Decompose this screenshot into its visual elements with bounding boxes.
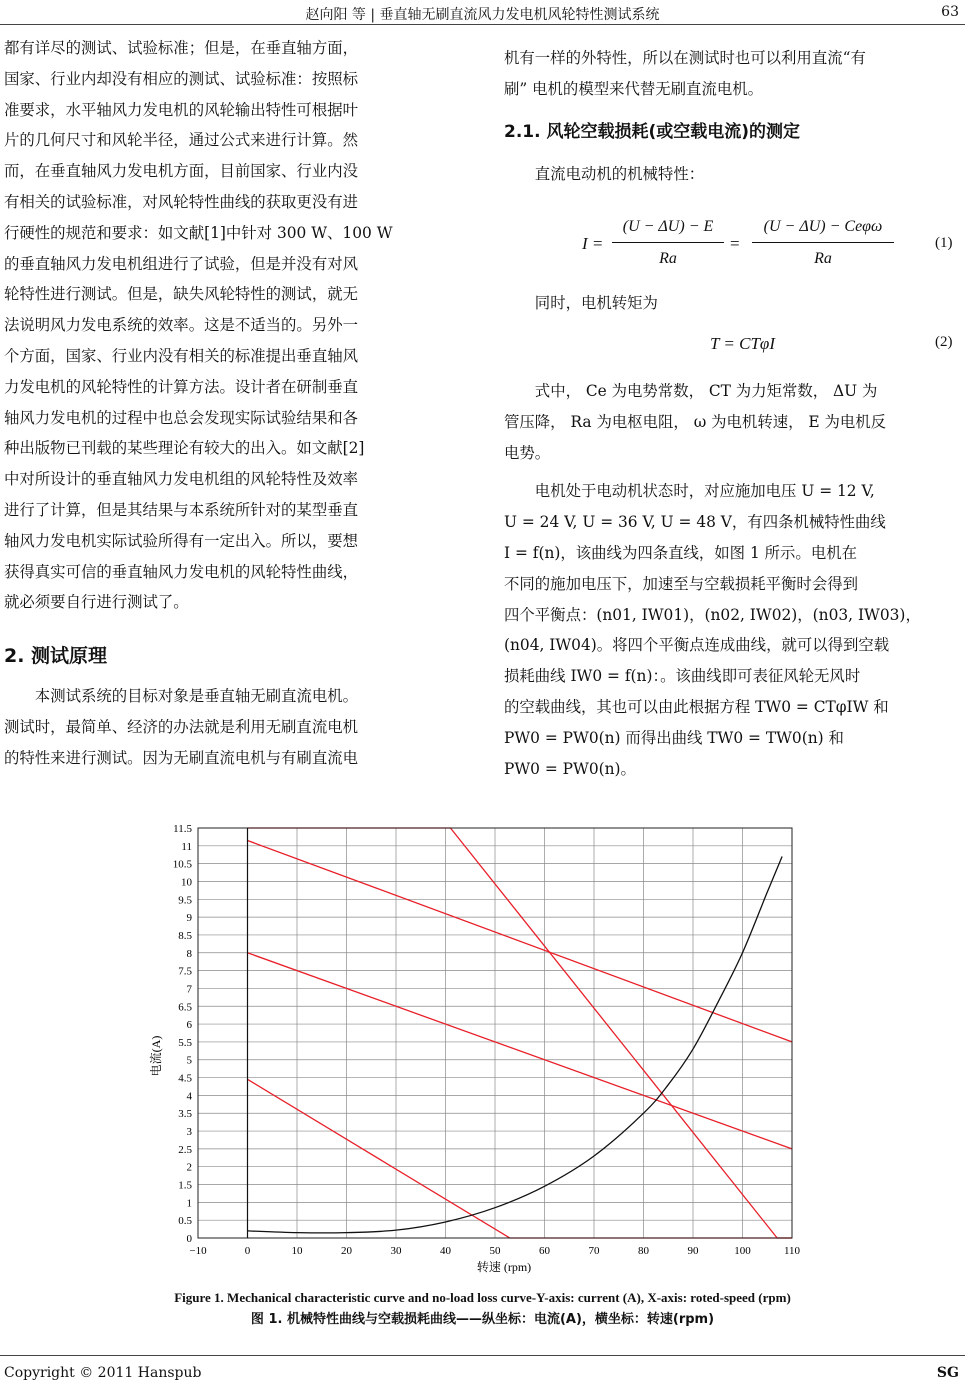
y-tick-label: 4.5 xyxy=(178,1072,192,1085)
y-tick-label: 0.5 xyxy=(178,1215,192,1228)
page-header xyxy=(0,0,965,26)
text-line: 四个平衡点：(n01, IW01)，(n02, IW02)，(n03, IW03)， xyxy=(504,605,921,624)
text-line: U = 24 V, U = 36 V, U = 48 V，有四条机械特性曲线 xyxy=(504,513,886,532)
mechanical-characteristic-line xyxy=(248,840,793,1041)
text-line: 刷” 电机的模型来代替无刷直流电机。 xyxy=(504,79,764,98)
x-tick-label: 100 xyxy=(734,1245,751,1257)
eq2-body: T = CTφI xyxy=(710,334,775,353)
text-line: 种出版物已刊载的某些理论有较大的出入。如文献[2] xyxy=(4,439,365,458)
left-para1 xyxy=(4,33,460,618)
eq1-denominator-1: Ra xyxy=(659,250,677,267)
text-line: 本测试系统的目标对象是垂直轴无刷直流电机。 xyxy=(34,687,359,706)
page-number: 63 xyxy=(941,4,959,20)
y-tick-label: 0 xyxy=(186,1233,192,1245)
text-line: 的特性来进行测试。因为无刷直流电机与有刷直流电 xyxy=(4,748,358,767)
left-para2 xyxy=(4,681,460,773)
y-tick-label: 5 xyxy=(186,1054,192,1067)
text-line: 有相关的试验标准，对风轮特性曲线的获取更没有进 xyxy=(4,192,358,211)
text-line: PW0 = PW0(n)。 xyxy=(504,759,636,778)
eq2-number: (2) xyxy=(935,334,953,350)
y-tick-label: 11 xyxy=(181,840,192,853)
tick-labels xyxy=(173,823,801,1257)
text-line: 轴风力发电机的过程中也总会发现实际试验结果和各 xyxy=(4,408,358,427)
y-tick-label: 3 xyxy=(186,1126,192,1139)
text-line: 力发电机的风轮特性的计算方法。设计者在研制垂直 xyxy=(4,377,358,396)
text-line: 式中， Ce 为电势常数， CT 为力矩常数， ΔU 为 xyxy=(534,382,878,400)
y-tick-label: 2 xyxy=(186,1161,192,1174)
text-line: (n04, IW04)。将四个平衡点连成曲线，就可以得到空载 xyxy=(504,636,890,655)
text-line: 片的几何尺寸和风轮半径，通过公式来进行计算。然 xyxy=(4,131,358,150)
series-layer xyxy=(248,828,793,1238)
y-tick-label: 3.5 xyxy=(178,1108,192,1121)
no-load-loss-curve xyxy=(248,857,783,1233)
right-column-lower xyxy=(504,376,962,784)
right-column-mid xyxy=(504,288,962,319)
y-tick-label: 7 xyxy=(186,983,192,996)
text-line: 的垂直轴风力发电机组进行了试验，但是并没有对风 xyxy=(4,254,358,273)
mechanical-characteristic-line xyxy=(248,953,793,1149)
y-tick-label: 8.5 xyxy=(178,929,192,942)
x-tick-label: 20 xyxy=(341,1245,352,1257)
x-tick-label: 80 xyxy=(638,1245,649,1257)
x-tick-label: 30 xyxy=(390,1245,402,1257)
mechanical-characteristic-line xyxy=(248,1079,793,1238)
y-tick-label: 10.5 xyxy=(172,858,192,871)
y-tick-label: 7.5 xyxy=(178,965,192,978)
y-tick-label: 11.5 xyxy=(173,823,192,835)
y-tick-label: 5.5 xyxy=(178,1036,192,1049)
x-tick-label: 50 xyxy=(489,1245,501,1257)
figure-caption-zh: 图 1. 机械特性曲线与空载损耗曲线——纵坐标：电流(A)，横坐标：转速(rpm) xyxy=(250,1312,715,1327)
x-tick-label: 110 xyxy=(783,1245,801,1257)
y-tick-label: 10 xyxy=(181,876,192,889)
grid xyxy=(198,828,792,1238)
text-line: PW0 = PW0(n) 而得出曲线 TW0 = TW0(n) 和 xyxy=(504,728,844,747)
equation-intro: 同时，电机转矩为 xyxy=(534,294,658,312)
eq1-number: (1) xyxy=(935,235,953,251)
text-line: 准要求，水平轴风力发电机的风轮输出特性可根据叶 xyxy=(4,100,358,119)
x-tick-label: 70 xyxy=(588,1245,600,1257)
x-tick-label: 40 xyxy=(440,1245,451,1257)
y-tick-label: 4 xyxy=(186,1090,192,1103)
y-tick-label: 1 xyxy=(186,1197,192,1210)
eq1-lhs: I = xyxy=(582,234,604,253)
text-line: 行硬性的规范和要求：如文献[1]中针对 300 W、100 W xyxy=(4,223,393,242)
main-paragraph xyxy=(504,476,962,784)
left-column xyxy=(4,33,460,774)
y-tick-label: 9.5 xyxy=(178,894,192,907)
text-line: 损耗曲线 IW0 = f(n)：。该曲线即可表征风轮无风时 xyxy=(504,667,861,686)
eq1-numerator-1: (U − ΔU) − E xyxy=(622,218,714,235)
text-line: 个方面，国家、行业内没有相关的标准提出垂直轴风 xyxy=(4,346,358,365)
y-tick-label: 1.5 xyxy=(178,1179,192,1192)
y-tick-label: 8 xyxy=(186,947,192,960)
x-tick-label: 90 xyxy=(687,1245,699,1257)
page-footer xyxy=(0,1355,965,1385)
header-rule xyxy=(0,24,965,25)
y-tick-label: 9 xyxy=(186,912,192,925)
text-line: 测试时，最简单、经济的办法就是利用无刷直流电机 xyxy=(4,717,358,736)
x-tick-label: 10 xyxy=(291,1245,303,1257)
equation-intro: 直流电动机的机械特性： xyxy=(534,164,705,183)
subsection-heading: 2.1. 风轮空载损耗(或空载电流)的测定 xyxy=(504,121,801,142)
figure-caption-en: Figure 1. Mechanical characteristic curve and no-load loss curve-Y-axis: current (A), X-axis: roted-speed (rpm) xyxy=(174,1290,791,1305)
figure-1-chart xyxy=(140,818,820,1278)
footer-rule xyxy=(0,1355,965,1356)
journal-abbrev: SG xyxy=(936,1365,959,1381)
fraction-bar xyxy=(752,242,894,243)
text-line: 获得真实可信的垂直轴风力发电机的风轮特性曲线， xyxy=(4,562,358,581)
text-line: 机有一样的外特性，所以在测试时也可以利用直流“有 xyxy=(504,49,866,67)
x-tick-label: 0 xyxy=(244,1245,251,1257)
running-title: 赵向阳 等 | 垂直轴无刷直流风力发电机风轮特性测试系统 xyxy=(305,7,660,23)
text-line: 不同的施加电压下，加速至与空载损耗平衡时会得到 xyxy=(504,574,858,593)
x-axis-label: 转速 (rpm) xyxy=(476,1260,532,1274)
definitions-paragraph xyxy=(504,376,962,468)
eq1-numerator-2: (U − ΔU) − Ceφω xyxy=(763,218,883,235)
text-line: 法说明风力发电系统的效率。这是不适当的。另外一 xyxy=(4,316,358,335)
y-tick-label: 6 xyxy=(186,1019,192,1032)
mechanical-characteristic-line xyxy=(248,828,793,1238)
text-line: 就必须要自行进行测试了。 xyxy=(4,593,189,612)
fraction-bar xyxy=(612,242,724,243)
y-tick-label: 2.5 xyxy=(178,1143,192,1156)
text-line: 都有详尽的测试、试验标准；但是，在垂直轴方面， xyxy=(4,39,358,57)
text-line: 电势。 xyxy=(504,443,551,462)
text-line: 轮特性进行测试。但是，缺失风轮特性的测试，就无 xyxy=(4,285,358,304)
right-column xyxy=(504,43,962,189)
section-heading: 2. 测试原理 xyxy=(4,645,108,668)
y-axis-label: 电流(A) xyxy=(149,1035,163,1077)
text-line: 管压降， Ra 为电枢电阻， ω 为电机转速， E 为电机反 xyxy=(504,412,887,431)
text-line: 轴风力发电机实际试验所得有一定出入。所以，要想 xyxy=(4,531,358,550)
text-line: 电机处于电动机状态时，对应施加电压 U = 12 V, xyxy=(534,482,875,501)
text-line: I = f(n)，该曲线为四条直线，如图 1 所示。电机在 xyxy=(504,543,857,562)
text-line: 中对所设计的垂直轴风力发电机组的风轮特性及效率 xyxy=(4,470,358,489)
y-tick-label: 6.5 xyxy=(178,1001,192,1014)
x-tick-label: −10 xyxy=(189,1245,207,1257)
text-line: 的空载曲线，其也可以由此根据方程 TW0 = CTφIW 和 xyxy=(504,697,889,716)
text-line: 而，在垂直轴风力发电机方面，目前国家、行业内没 xyxy=(4,162,358,181)
eq1-equals: = xyxy=(730,234,740,253)
text-line: 进行了计算，但是其结果与本系统所针对的某型垂直 xyxy=(4,500,358,519)
text-line: 国家、行业内却没有相应的测试、试验标准：按照标 xyxy=(4,69,358,88)
copyright: Copyright © 2011 Hanspub xyxy=(4,1365,202,1381)
x-tick-label: 60 xyxy=(539,1245,550,1257)
eq1-denominator-2: Ra xyxy=(814,250,832,267)
